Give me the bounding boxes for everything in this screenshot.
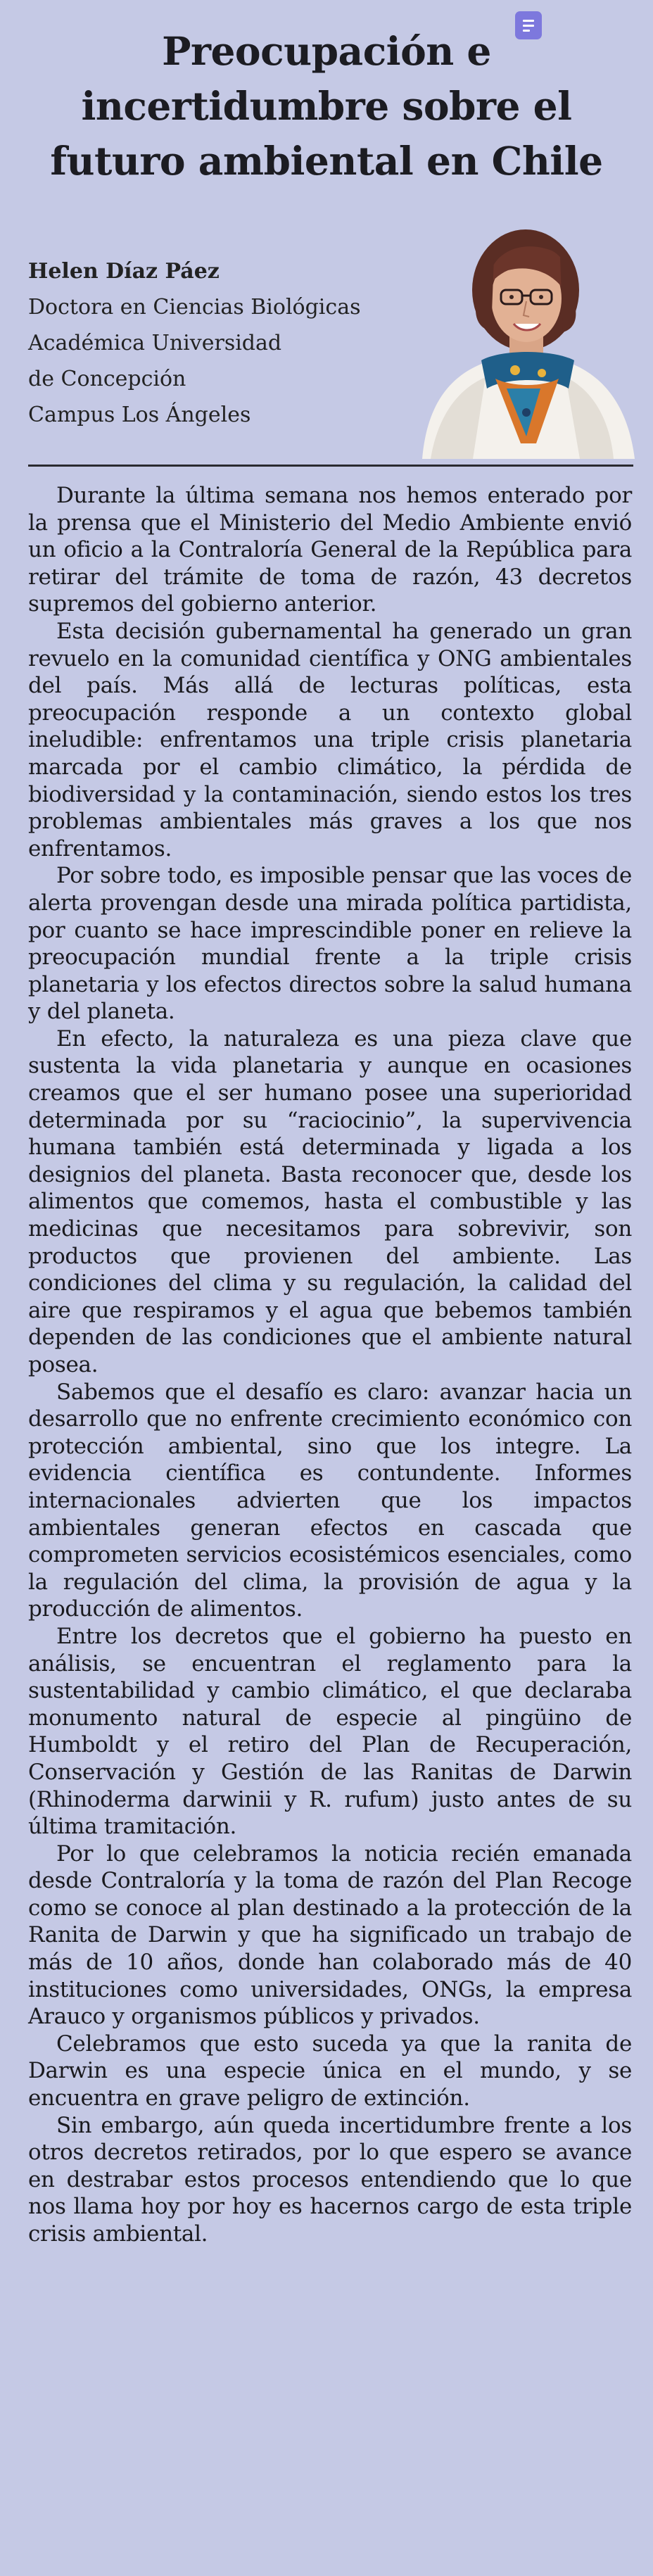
article-paragraph: En efecto, la naturaleza es una pieza clave que sustenta la vida planetaria y aunque en ocasiones creamos que el ser humano posee una superioridad determinada por su “raciocinio”, la supervivencia humana también está determinada y ligada a los designios del planeta. Basta reconocer que, desde los alimentos que comemos, hasta el combustible y las medicinas que necesitamos para sobrevivir, son productos que provienen del ambiente. Las condiciones del clima y su regulación, la calidad del aire que respiramos y el agua que bebemos también dependen de las condiciones que el ambiente natural posea.: [28, 1025, 632, 1377]
article-paragraph: Sin embargo, aún queda incertidumbre frente a los otros decretos retirados, por lo que espero se avance en destrabar estos procesos entendiendo que lo que nos llama hoy por hoy es hacernos cargo de esta triple crisis ambiental.: [28, 2112, 632, 2247]
author-credential: Doctora en Ciencias Biológicas: [28, 295, 361, 320]
author-credential: Académica Universidad: [28, 331, 282, 355]
author-byline: [28, 253, 394, 433]
author-name: Helen Díaz Páez: [28, 259, 220, 284]
article-paragraph: Sabemos que el desafío es claro: avanzar hacia un desarrollo que no enfrente crecimiento económico con protección ambiental, sino que los integre. La evidencia científica es contundente. Informes internacionales advierten que los impactos ambientales generan efectos en cascada que comprometen servicios ecosistémicos esenciales, como la regulación del clima, la provisión de agua y la producción de alimentos.: [28, 1379, 632, 1622]
article-paragraph: Por sobre todo, es imposible pensar que las voces de alerta provengan desde una mirada política partidista, por cuanto se hace imprescindible poner en relieve la preocupación mundial frente a la triple crisis planetaria y los efectos directos sobre la salud humana y del planeta.: [28, 863, 632, 1025]
article-paragraph: Durante la última semana nos hemos enterado por la prensa que el Ministerio del Medio Ambiente envió un oficio a la Contraloría General de la República para retirar del trámite de toma de razón, 43 decretos supremos del gobierno anterior.: [28, 483, 632, 617]
author-credential: de Concepción: [28, 367, 186, 391]
article-body: [28, 482, 632, 2248]
author-credential: Campus Los Ángeles: [28, 403, 251, 427]
header-divider: [28, 465, 633, 467]
article-paragraph: Celebramos que esto suceda ya que la ranita de Darwin es una especie única en el mundo, y se encuentra en grave peligro de extinción.: [28, 2031, 632, 2111]
author-portrait-icon: [402, 211, 642, 459]
article-paragraph: Entre los decretos que el gobierno ha puesto en análisis, se encuentran el reglamento para la sustentabilidad y cambio climático, el que declaraba monumento natural de especie al pingüino de Humboldt y el retiro del Plan de Recuperación, Conservación y Gestión de las Ranitas de Darwin (Rhinoderma darwinii y R. rufum) justo antes de su última tramitación.: [28, 1623, 632, 1840]
article-paragraph: Esta decisión gubernamental ha generado un gran revuelo en la comunidad científica y ONG ambientales del país. Más allá de lecturas políticas, esta preocupación responde a un contexto global ineludible: enfrentamos una triple crisis planetaria marcada por el cambio climático, la pérdida de biodiversidad y la contaminación, siendo estos los tres problemas ambientales más graves a los que nos enfrentamos.: [28, 618, 632, 861]
headline: Preocupación e incertidumbre sobre el futuro ambiental en Chile: [50, 28, 603, 184]
author-portrait: [402, 211, 642, 459]
article-paragraph: Por lo que celebramos la noticia recién emanada desde Contraloría y la toma de razón del Plan Recoge como se conoce al plan destinado a la protección de la Ranita de Darwin y que ha significado un trabajo de más de 10 años, donde han colaborado más de 40 instituciones como universidades, ONGs, la empresa Arauco y organismos públicos y privados.: [28, 1841, 632, 2030]
